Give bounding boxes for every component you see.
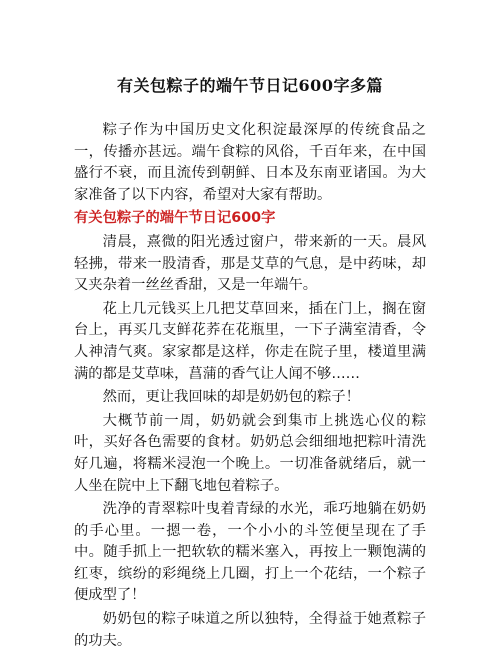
intro-paragraph: 粽子作为中国历史文化积淀最深厚的传统食品之一，传播亦甚远。端午食粽的风俗，千百年来，在中国盛行不衰，而且流传到朝鲜、日本及东南亚诸国。为大家准备了以下内容，希望对大家有帮助。 [74, 122, 426, 203]
body-paragraph: 花上几元钱买上几把艾草回来，插在门上，搁在窗台上，再买几支鲜花荞在花瓶里，一下子满室清香，令人神清气爽。家家都是这样，你走在院子里，楼道里满满的都是艾草味，菖蒲的香气让人闻不够…… [74, 300, 426, 382]
body-paragraph: 大概节前一周，奶奶就会到集市上挑选心仪的粽叶，买好各色需要的食材。奶奶总会细细地把粽叶清洗好几遍，将糯米浸泡一个晚上。一切准备就绪后，就一人坐在院中上下翻飞地包着粽子。 [74, 412, 426, 494]
article-body [74, 120, 426, 654]
page-title: 有关包粽子的端午节日记600字多篇 [117, 76, 383, 95]
section-heading: 有关包粽子的端午节日记600字 [74, 210, 276, 227]
body-paragraph: 清晨，熹微的阳光透过窗户，带来新的一天。晨风轻拂，带来一股清香，那是艾草的气息，是中药味，却又夹杂着一丝丝香甜，又是一年端午。 [74, 233, 426, 294]
body-paragraph: 洗净的青翠粽叶曳着青绿的水光，乖巧地躺在奶奶的手心里。一摁一卷，一个小小的斗笠便呈现在了手中。随手抓上一把软软的糯米塞入，再按上一颗饱满的红枣，缤纷的彩绳绕上几圈，打上一个花结，一个粽子便成型了！ [74, 501, 426, 604]
body-paragraph: 然而，更让我回味的却是奶奶包的粽子！ [102, 389, 360, 406]
body-paragraph: 奶奶包的粽子味道之所以独特，全得益于她煮粽子的功夫。 [74, 611, 426, 649]
